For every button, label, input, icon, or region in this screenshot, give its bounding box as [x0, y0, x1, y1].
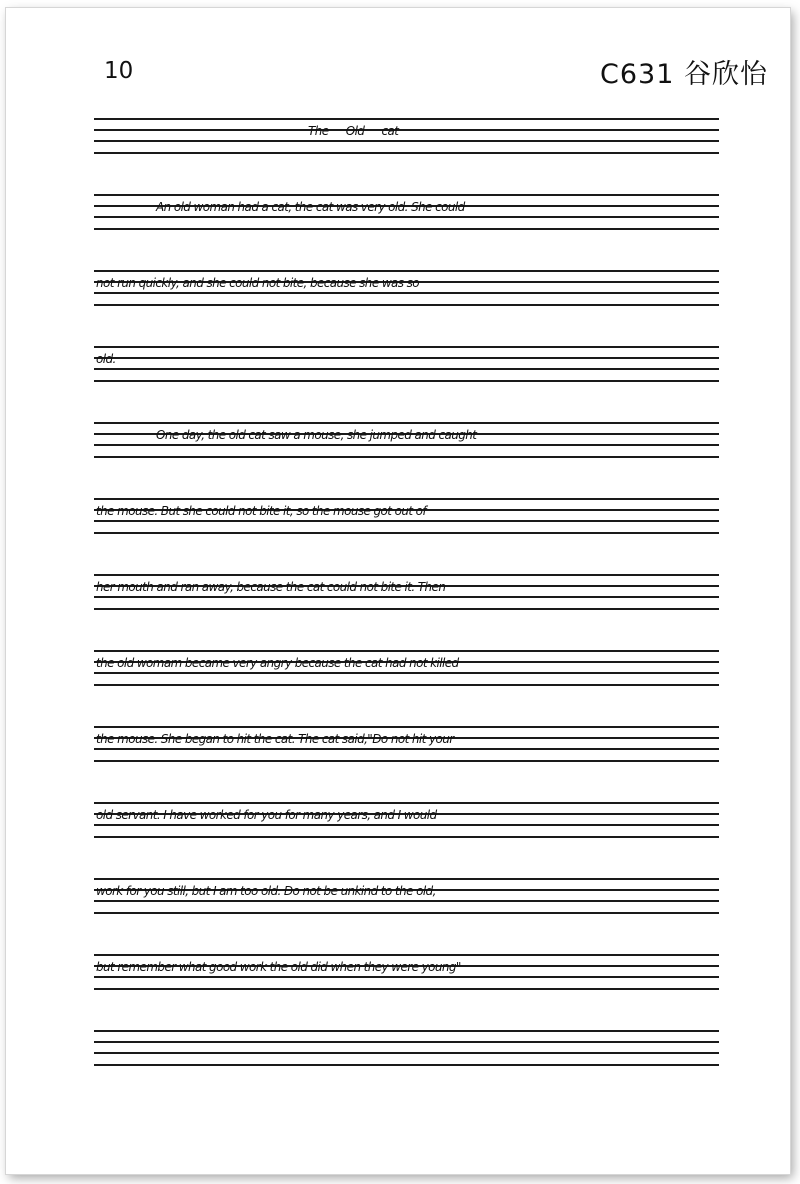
- line-text: the old womam became very angry because the cat had not killed: [96, 656, 459, 670]
- line-text: not run quickly, and she could not bite, because she was so: [96, 276, 420, 290]
- line-text: but remember what good work the old did when they were young": [96, 960, 461, 974]
- writing-line: [94, 878, 719, 914]
- line-text: old servant. I have worked for you for many years, and I would: [96, 808, 437, 822]
- writing-line: [94, 802, 719, 838]
- line-text: her mouth and ran away, because the cat could not bite it. Then: [96, 580, 446, 594]
- line-text: One day, the old cat saw a mouse, she jumped and caught: [156, 428, 477, 442]
- writing-line: [94, 346, 719, 382]
- writing-line: [94, 650, 719, 686]
- line-text: the mouse. But she could not bite it, so the mouse got out of: [96, 504, 427, 518]
- writing-line: [94, 726, 719, 762]
- writing-line: [94, 574, 719, 610]
- line-text: An old woman had a cat, the cat was very old. She could: [156, 200, 465, 214]
- line-text: the mouse. She began to hit the cat. The cat said,"Do not hit your: [96, 732, 454, 746]
- document-title: The Old cat: [308, 124, 399, 138]
- worksheet-page: [6, 8, 790, 1174]
- line-text: work for you still, but I am too old. Do not be unkind to the old,: [96, 884, 436, 898]
- writing-line: [94, 954, 719, 990]
- title-writing-band: [94, 118, 719, 154]
- student-id-and-name: C631 谷欣怡: [600, 59, 768, 90]
- writing-line: [94, 270, 719, 306]
- writing-line: [94, 194, 719, 230]
- page-number: 10: [104, 58, 134, 84]
- writing-line: [94, 498, 719, 534]
- writing-line-empty: [94, 1030, 719, 1066]
- line-text: old.: [96, 352, 116, 366]
- writing-line: [94, 422, 719, 458]
